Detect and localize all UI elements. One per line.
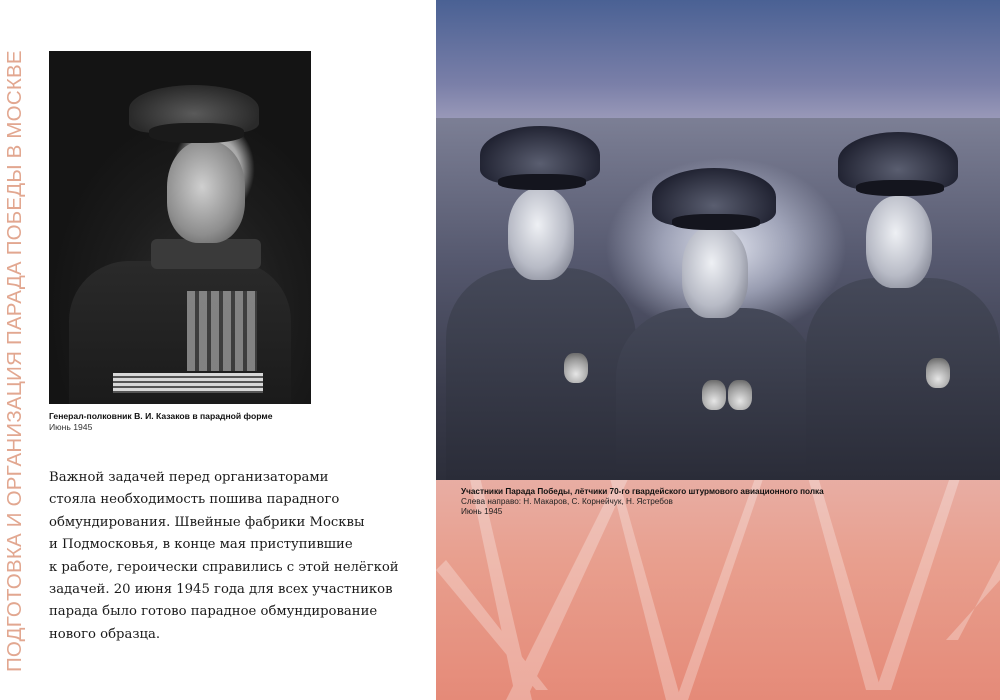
body-line: парада было готово парадное обмундирование xyxy=(49,604,378,620)
photo-visor-shape xyxy=(149,123,244,143)
body-line: и Подмосковья, в конце мая приступившие xyxy=(49,537,353,553)
body-line: стояла необходимость пошива парадного xyxy=(49,492,340,508)
photo-belt-shape xyxy=(113,373,263,393)
pilots-caption-title: Участники Парада Победы, лётчики 70-го гвардейского штурмового авиационного полка xyxy=(461,487,824,496)
body-line: Важной задачей перед организаторами xyxy=(49,470,329,485)
photo-caption-title: Генерал-полковник В. И. Казаков в парадной форме xyxy=(49,411,273,421)
pilots-caption-date: Июнь 1945 xyxy=(461,507,503,516)
photo-collar-shape xyxy=(151,239,261,269)
body-paragraph xyxy=(49,467,429,646)
photo-general-portrait xyxy=(49,51,311,404)
photo-caption-date: Июнь 1945 xyxy=(49,422,93,432)
photo-face-shape xyxy=(167,141,245,243)
photo-medals-shape xyxy=(187,291,257,371)
photo-pilots-group xyxy=(436,118,1000,480)
body-line: нового образца. xyxy=(49,626,161,642)
body-line: обмундирования. Швейные фабрики Москвы xyxy=(49,514,365,530)
pilots-caption-names: Слева направо: Н. Макаров, С. Корнейчук, Н. Ястребов xyxy=(461,497,673,506)
photo-pilot-left xyxy=(446,118,636,480)
photo-pilot-right xyxy=(806,118,1000,480)
body-line: задачей. 20 июня 1945 года для всех участников xyxy=(49,582,393,598)
photo-pilot-center xyxy=(616,118,816,480)
section-heading-vertical: ПОДГОТОВКА И ОРГАНИЗАЦИЯ ПАРАДА ПОБЕДЫ В МОСКВЕ xyxy=(3,50,26,672)
left-page xyxy=(0,0,436,700)
right-page xyxy=(436,0,1000,700)
body-line: к работе, героически справились с этой нелёгкой xyxy=(49,559,399,575)
